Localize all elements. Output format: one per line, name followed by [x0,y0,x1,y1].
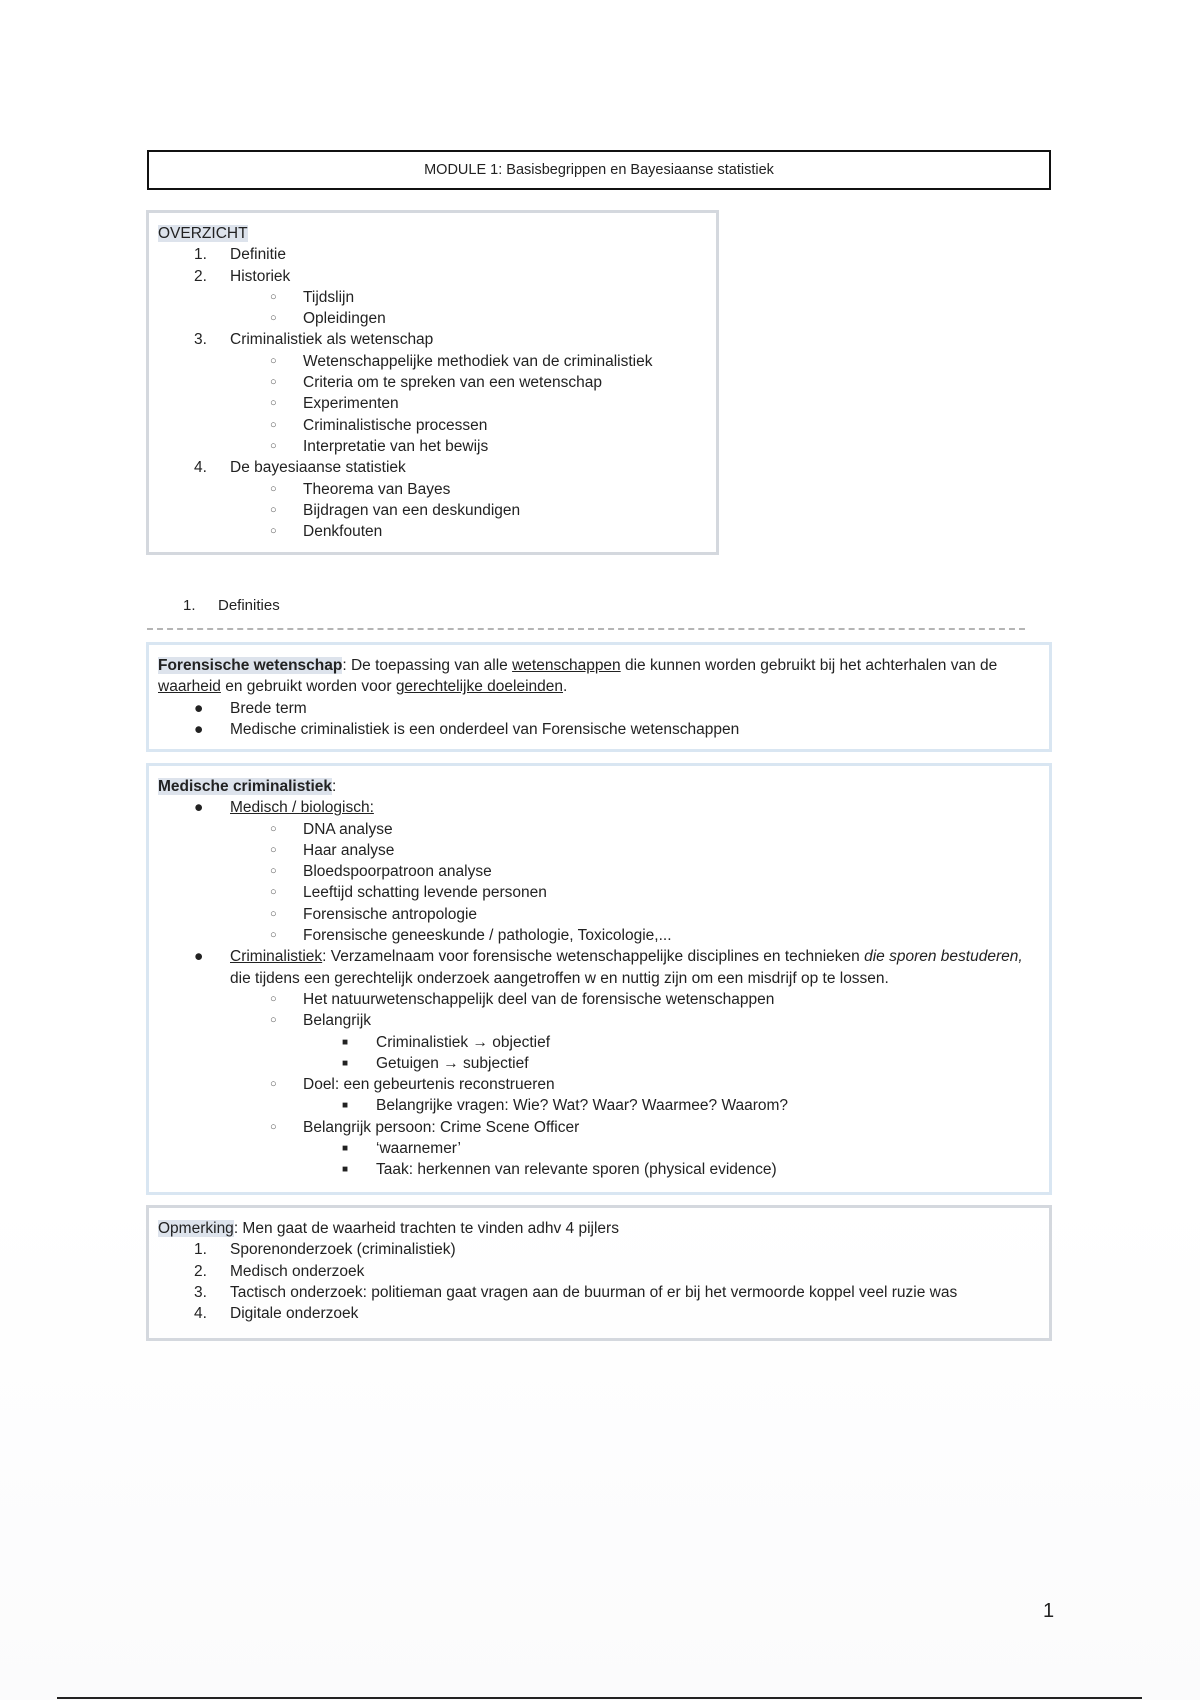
sub-bullet-item [158,840,1039,861]
numbered-item [158,1261,1039,1282]
numbered-item [158,1282,1039,1303]
sub-bullet-text: Forensische geneeskunde / pathologie, Toxicologie,... [303,927,672,945]
sub-bullet-text: Doel: een gebeurtenis reconstrueren [303,1076,555,1094]
term-highlight: Opmerking [158,1220,234,1237]
list-number: 2. [194,267,207,285]
overview-subitem [158,287,706,308]
circle-bullet-icon: ○ [270,482,277,495]
square-bullet-icon: ■ [342,1036,349,1048]
list-number: 1. [194,246,207,264]
overview-item-label: Definitie [230,246,286,264]
overview-subitem-label: Bijdragen van een deskundigen [303,501,521,519]
overview-subitem [158,436,706,457]
sub-bullet-item [158,904,1039,925]
sub-sub-bullet-text: Getuigen → subjectief [376,1054,529,1072]
circle-bullet-icon: ○ [270,843,277,856]
bullet-item [158,698,1039,719]
text-span: : [332,778,337,795]
numbered-item-text: Tactisch onderzoek: politieman gaat vragen aan de buurman of er bij het vermoorde koppel veel ruzie was [230,1283,958,1301]
square-bullet-icon: ■ [342,1057,349,1069]
circle-bullet-icon: ○ [270,312,277,325]
term-highlight: Forensische wetenschap [158,657,343,674]
italic-text: die sporen bestuderen, [864,948,1023,966]
text-span: . [563,678,568,696]
circle-bullet-icon: ○ [270,525,277,538]
sub-sub-bullet-item [158,1053,1039,1074]
bullet-item [158,719,1039,740]
circle-bullet-icon: ○ [270,992,277,1005]
sub-bullet-item [158,861,1039,882]
sub-bullet-item [158,1010,1039,1031]
overview-subitem-label: Theorema van Bayes [303,480,451,498]
underlined-term: Criminalistiek [230,948,323,966]
module-title: MODULE 1: Basisbegrippen en Bayesiaanse statistiek [424,162,774,178]
underlined-term: wetenschappen [512,657,621,674]
overview-subitem [158,372,706,393]
sub-bullet-text: Belangrijk [303,1012,372,1030]
sub-bullet-item [158,989,1039,1010]
dashed-divider [147,628,1025,630]
overview-item [158,457,706,478]
bullet-text: Medisch / biologisch: [230,799,374,817]
overview-subitem-label: Criminalistische processen [303,416,488,434]
square-bullet-icon: ■ [342,1100,349,1112]
numbered-item-text: Digitale onderzoek [230,1305,359,1323]
sub-bullet-text: Haar analyse [303,841,395,859]
sub-bullet-text: DNA analyse [303,820,393,838]
circle-bullet-icon: ○ [270,1014,277,1027]
underlined-term: gerechtelijke doeleinden [395,678,563,696]
circle-bullet-icon: ○ [270,822,277,835]
text-span: en gebruikt worden voor [220,678,396,696]
bullet-icon: ● [194,720,204,738]
bullet-text: Medische criminalistiek is een onderdeel van Forensische wetenschappen [230,720,740,738]
overview-item [158,329,706,350]
sub-bullet-item [158,1074,1039,1095]
overview-subitem [158,393,706,414]
numbered-item [158,1239,1039,1260]
sub-bullet-item [158,1117,1039,1138]
list-number: 3. [194,331,207,349]
numbered-item [158,1303,1039,1324]
term-highlight: Medische criminalistiek [158,778,333,795]
text-span: : De toepassing van alle [342,657,513,674]
bullet-icon: ● [194,699,204,717]
circle-bullet-icon: ○ [270,503,277,516]
sub-bullet-text: Forensische antropologie [303,905,478,923]
sub-sub-bullet-item [158,1159,1039,1180]
list-number: 4. [194,459,207,477]
circle-bullet-icon: ○ [270,376,277,389]
list-number: 2. [194,1262,207,1280]
circle-bullet-icon: ○ [270,354,277,367]
sub-bullet-text: Leeftijd schatting levende personen [303,884,547,902]
forensic-science-box [146,642,1052,752]
overview-heading: OVERZICHT [158,225,248,242]
section-title: Definities [218,597,280,614]
square-bullet-icon: ■ [342,1164,349,1176]
overview-subitem [158,479,706,500]
sub-sub-bullet-item [158,1138,1039,1159]
bottom-divider [57,1697,1142,1699]
circle-bullet-icon: ○ [270,290,277,303]
bullet-item [158,797,1039,818]
overview-item-label: De bayesiaanse statistiek [230,459,406,477]
sub-sub-bullet-text: ‘waarnemer’ [376,1140,461,1158]
overview-item [158,266,706,287]
circle-bullet-icon: ○ [270,865,277,878]
numbered-item-text: Medisch onderzoek [230,1262,365,1280]
circle-bullet-icon: ○ [270,1120,277,1133]
circle-bullet-icon: ○ [270,929,277,942]
module-title-box [147,150,1051,190]
overview-item-label: Criminalistiek als wetenschap [230,331,434,349]
bullet-icon: ● [194,948,204,966]
text-span: : Men gaat de waarheid trachten te vinden adhv 4 pijlers [233,1220,619,1237]
sub-bullet-item [158,819,1039,840]
remark-box [146,1205,1052,1341]
overview-subitem [158,351,706,372]
text-span: die kunnen worden gebruikt bij het achterhalen van de [620,657,998,674]
page-number: 1 [1043,1600,1055,1622]
sub-bullet-text: Het natuurwetenschappelijk deel van de forensische wetenschappen [303,990,775,1008]
underlined-term: waarheid [158,678,221,696]
overview-subitem [158,521,706,542]
overview-box [146,210,719,555]
list-number: 1. [194,1241,207,1259]
overview-subitem-label: Wetenschappelijke methodiek van de criminalistiek [303,352,653,370]
section-number: 1. [183,597,196,614]
overview-subitem-label: Interpretatie van het bewijs [303,437,489,455]
overview-subitem-label: Opleidingen [303,310,386,328]
overview-item [158,244,706,265]
list-number: 3. [194,1283,207,1301]
sub-bullet-text: Bloedspoorpatroon analyse [303,863,492,881]
circle-bullet-icon: ○ [270,1078,277,1091]
circle-bullet-icon: ○ [270,397,277,410]
overview-subitem-label: Criteria om te spreken van een wetenschap [303,374,602,392]
circle-bullet-icon: ○ [270,907,277,920]
numbered-item-text: Sporenonderzoek (criminalistiek) [230,1241,456,1259]
sub-bullet-item [158,882,1039,903]
medical-criminalistics-box [146,763,1052,1195]
bullet-item [158,946,1039,989]
overview-subitem-label: Denkfouten [303,523,383,541]
sub-sub-bullet-text: Criminalistiek → objectief [376,1033,550,1051]
overview-item-label: Historiek [230,267,291,285]
sub-sub-bullet-text: Belangrijke vragen: Wie? Wat? Waar? Waarmee? Waarom? [376,1097,789,1115]
overview-subitem [158,500,706,521]
bullet-text: Brede term [230,699,307,717]
sub-sub-bullet-item [158,1095,1039,1116]
text-span: die tijdens een gerechtelijk onderzoek aangetroffen w en nuttig zijn om een misdrijf op te lossen. [230,969,889,987]
sub-bullet-item [158,925,1039,946]
overview-subitem-label: Tijdslijn [303,288,355,306]
circle-bullet-icon: ○ [270,439,277,452]
sub-sub-bullet-item [158,1032,1039,1053]
sub-sub-bullet-text: Taak: herkennen van relevante sporen (physical evidence) [376,1161,777,1179]
forensic-definition [158,655,1039,698]
circle-bullet-icon: ○ [270,418,277,431]
text-span: : Verzamelnaam voor forensische wetenschappelijke disciplines en technieken [322,948,865,966]
square-bullet-icon: ■ [342,1143,349,1155]
overview-subitem-label: Experimenten [303,395,399,413]
sub-bullet-text: Belangrijk persoon: Crime Scene Officer [303,1118,580,1136]
bullet-icon: ● [194,799,204,817]
circle-bullet-icon: ○ [270,886,277,899]
overview-subitem [158,308,706,329]
overview-subitem [158,415,706,436]
list-number: 4. [194,1305,207,1323]
